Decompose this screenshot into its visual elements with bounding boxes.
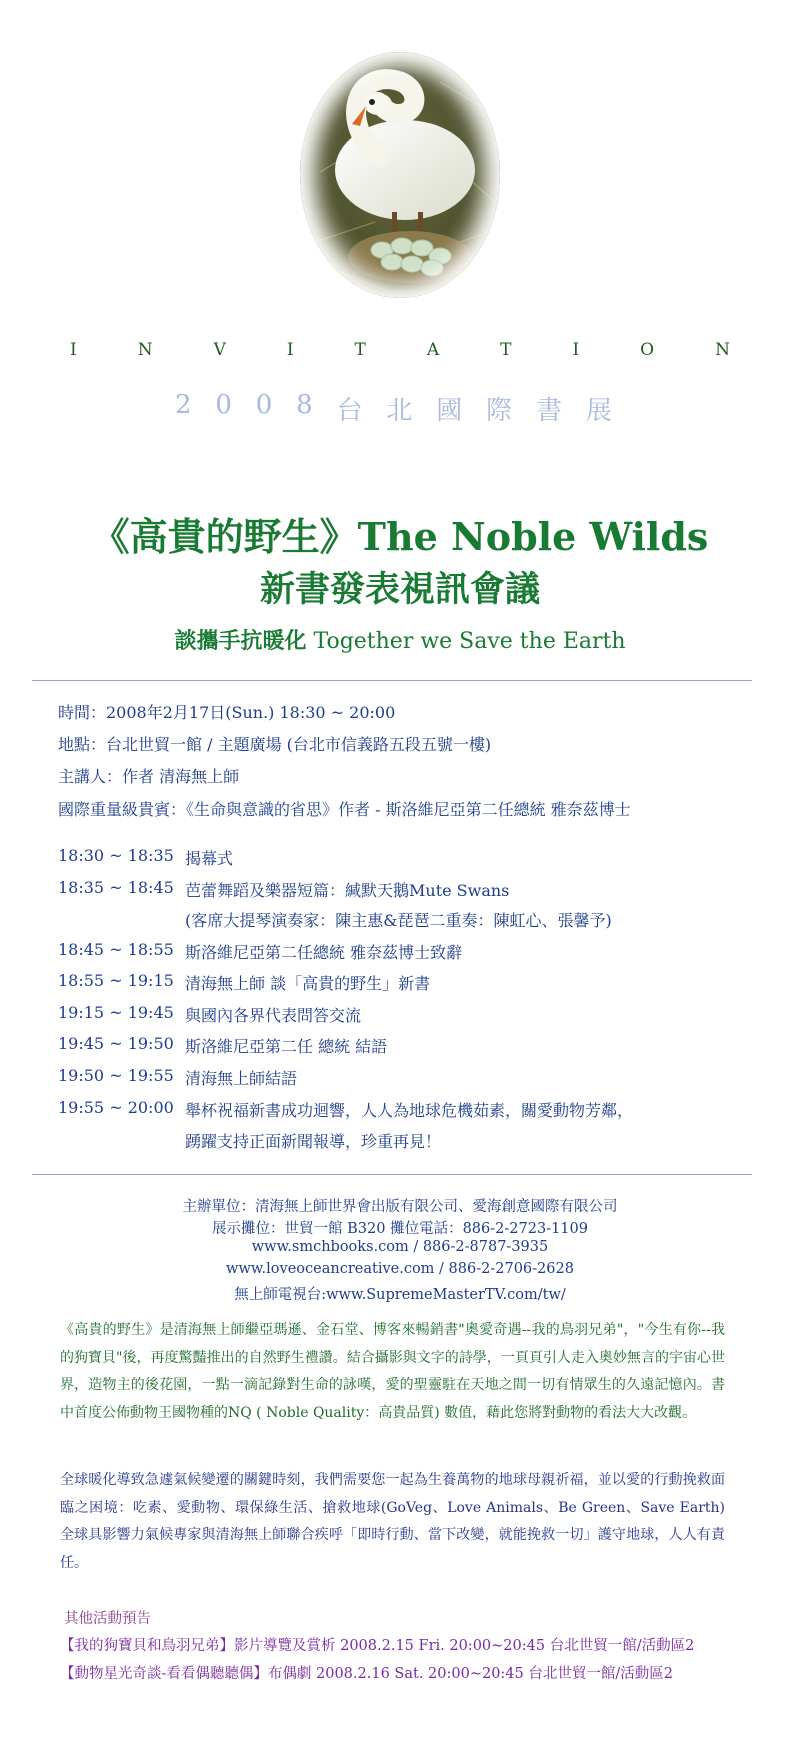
tagline-english: Together we Save the Earth xyxy=(306,629,626,654)
preview-item: 【動物星光奇談-看看偶聽聽偶】布偶劇 2008.2.16 Sat. 20:00~20:45 台北世貿一館/活動區2 xyxy=(60,1666,673,1682)
climate-appeal: 全球暖化導致急遽氣候變遷的關鍵時刻，我們需要您一起為生養萬物的地球母親祈福，並以愛的行動挽救面臨之困境：吃素、愛動物、環保綠生活、搶救地球(GoVeg、Love Animals、Be Green、Save Earth) 全球具影響力氣候專家與清海無上師聯合疾呼「即時行動、當下改變，就能挽救一切」護守地球，人人有責任。 xyxy=(60,1472,725,1571)
invitation-letter: I xyxy=(70,340,77,360)
website-smchbooks[interactable]: www.smchbooks.com / 886-2-8787-3935 xyxy=(251,1239,549,1255)
schedule-item: 斯洛維尼亞第二任 總統 結語 xyxy=(185,1037,388,1056)
info-time: 時間：2008年2月17日(Sun.) 18:30 ~ 20:00 xyxy=(58,703,396,722)
schedule-item: 揭幕式 xyxy=(185,849,234,868)
invitation-letter: T xyxy=(354,340,366,360)
schedule-item: 與國內各界代表問答交流 xyxy=(185,1006,362,1025)
schedule-time: 18:45 ~ 18:55 xyxy=(58,940,174,959)
invitation-letter: O xyxy=(640,340,655,360)
invitation-letter: V xyxy=(213,340,226,360)
book-fair-char: 2 xyxy=(175,390,192,420)
book-fair-char: 台 xyxy=(336,396,363,426)
book-fair-heading xyxy=(175,390,612,427)
schedule-item-detail: 踴躍支持正面新聞報導，珍重再見！ xyxy=(185,1132,442,1151)
invitation-letter: N xyxy=(715,340,730,360)
website-loveocean[interactable]: www.loveoceancreative.com / 886-2-2706-2628 xyxy=(226,1261,574,1277)
booth-line: 展示攤位：世貿一館 B320 攤位電話：886-2-2723-1109 xyxy=(212,1221,588,1237)
organizer-line: 主辦單位：清海無上師世界會出版有限公司、愛海創意國際有限公司 xyxy=(182,1199,618,1215)
book-fair-char: 北 xyxy=(386,396,413,426)
info-speaker: 主講人：作者 清海無上師 xyxy=(58,767,240,786)
divider-bottom xyxy=(32,1174,752,1175)
info-place: 地點：台北世貿一館 / 主題廣場 (台北市信義路五段五號一樓) xyxy=(58,735,492,754)
preview-item: 【我的狗寶貝和鳥羽兄弟】影片導覽及賞析 2008.2.15 Fri. 20:00~20:45 台北世貿一館/活動區2 xyxy=(60,1638,695,1654)
schedule-item-detail: (客席大提琴演奏家：陳主惠&琵琶二重奏：陳虹心、張馨予) xyxy=(185,911,612,930)
schedule-item: 清海無上師結語 xyxy=(185,1069,298,1088)
invitation-letter: N xyxy=(137,340,153,360)
book-fair-char: 展 xyxy=(585,396,612,426)
book-fair-char: 國 xyxy=(436,396,463,426)
book-fair-char: 8 xyxy=(296,390,313,420)
invitation-letter: I xyxy=(286,340,294,360)
schedule-item: 舉杯祝福新書成功迴響，人人為地球危機茹素，關愛動物芳鄰， xyxy=(185,1101,634,1120)
event-subtitle: 新書發表視訊會議 xyxy=(259,569,540,610)
book-fair-char: 0 xyxy=(255,390,273,420)
invitation-letter: I xyxy=(572,340,580,360)
schedule-time: 19:50 ~ 19:55 xyxy=(58,1066,174,1085)
tagline-chinese: 談攜手抗暖化 xyxy=(174,628,307,654)
event-title: 《高貴的野生》The Noble Wilds xyxy=(91,514,709,559)
invitation-letter: T xyxy=(500,340,512,360)
schedule-time: 19:45 ~ 19:50 xyxy=(58,1034,174,1053)
invitation-heading xyxy=(70,340,730,360)
schedule-item: 芭蕾舞蹈及樂器短篇：緘默天鵝Mute Swans xyxy=(185,881,510,900)
schedule-item: 斯洛維尼亞第二任總統 雅奈茲博士致辭 xyxy=(185,943,463,962)
schedule-time: 18:30 ~ 18:35 xyxy=(58,846,174,865)
schedule-time: 19:55 ~ 20:00 xyxy=(58,1098,174,1117)
schedule-item: 清海無上師 談「高貴的野生」新書 xyxy=(185,974,431,993)
event-tagline xyxy=(0,624,800,655)
schedule-time: 18:35 ~ 18:45 xyxy=(58,878,174,897)
info-guest: 國際重量級貴賓：《生命與意識的省思》作者 - 斯洛維尼亞第二任總統 雅奈茲博士 xyxy=(58,800,631,819)
divider-top xyxy=(32,680,752,681)
website-supremetv[interactable]: 無上師電視台:www.SupremeMasterTV.com/tw/ xyxy=(234,1287,566,1303)
schedule-time: 18:55 ~ 19:15 xyxy=(58,971,174,990)
swan-nest-photo xyxy=(300,52,500,298)
invitation-letter: A xyxy=(426,340,440,360)
schedule-time: 19:15 ~ 19:45 xyxy=(58,1003,174,1022)
book-description: 《高貴的野生》是清海無上師繼亞瑪遜、金石堂、博客來暢銷書"奧愛奇遇--我的鳥羽兄弟"，"今生有你--我的狗寶貝"後，再度驚豔推出的自然野生禮讚。結合攝影與文字的詩學，一頁頁引人走入奧妙無言的宇宙心世界，造物主的後花園，一點一滴記錄對生命的詠嘆，愛的聖靈駐在天地之間一切有情眾生的久遠記憶內。書中首度公佈動物王國物種的NQ ( Noble Quality：高貴品質) 數值，藉此您將對動物的看法大大改觀。 xyxy=(60,1322,725,1421)
book-fair-char: 書 xyxy=(536,396,563,426)
preview-heading: 其他活動預告 xyxy=(64,1611,151,1627)
book-fair-char: 際 xyxy=(486,396,513,426)
book-fair-char: 0 xyxy=(215,390,232,420)
